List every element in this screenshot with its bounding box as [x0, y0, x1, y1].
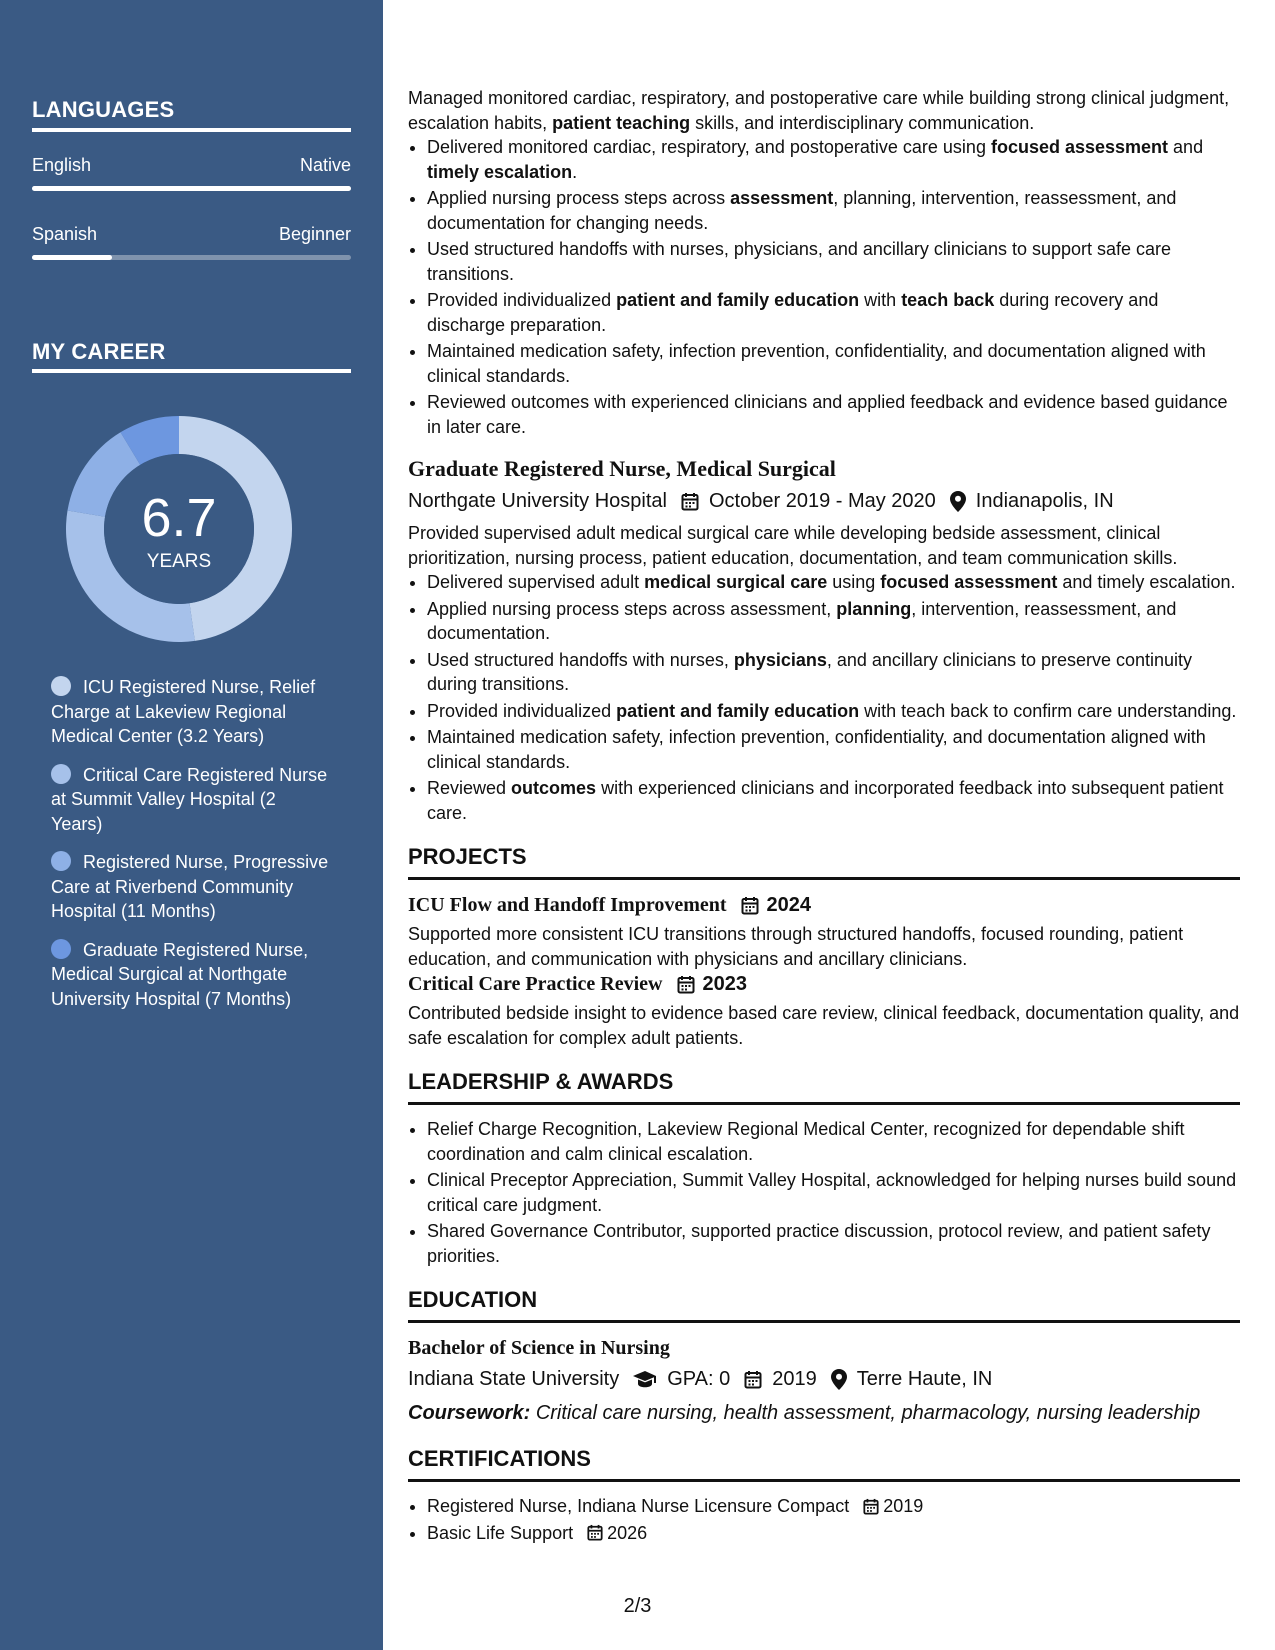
certification-item: [427, 1521, 1240, 1546]
calendar-icon: [677, 975, 695, 994]
coursework-label: Coursework:: [408, 1402, 531, 1424]
languages-heading: LANGUAGES: [32, 97, 175, 122]
job2-employer: Northgate University Hospital: [408, 490, 667, 512]
graduation-year: 2019: [772, 1368, 817, 1390]
career-heading-rule: [32, 369, 351, 373]
language-proficiency-fill: [32, 255, 112, 260]
job1-summary: Managed monitored cardiac, respiratory, and postoperative care while building strong clinical judgment, escalation habits, patient teaching skills, and interdisciplinary communication.: [408, 88, 1230, 133]
bullet-item: • Used structured handoffs with nurses, physicians, and ancillary clinicians to preserve continuity during transitions.: [427, 648, 1240, 697]
legend-dot-icon: [51, 851, 71, 871]
bullet-item: • Used structured handoffs with nurses, physicians, and ancillary clinicians to support safe care transitions.: [427, 237, 1240, 286]
bullet-item: • Reviewed outcomes with experienced clinicians and applied feedback and evidence based guidance in later care.: [427, 390, 1240, 439]
certification-item: [427, 1494, 1240, 1519]
language-proficiency-bar: [32, 255, 351, 260]
bullet-item: • Applied nursing process steps across assessment, planning, intervention, reassessment, and documentation for changing needs.: [427, 186, 1240, 235]
calendar-icon: [741, 896, 759, 915]
certifications-list: [408, 1494, 1240, 1545]
bullet-item: • Delivered supervised adult medical surgical care using focused assessment and timely escalation.: [427, 570, 1240, 595]
coursework: [408, 1399, 1240, 1427]
job2-title: Graduate Registered Nurse, Medical Surgical: [408, 456, 836, 481]
certifications-heading: CERTIFICATIONS: [408, 1445, 1240, 1482]
languages-heading-rule: [32, 128, 351, 132]
leadership-item: • Shared Governance Contributor, supported practice discussion, protocol review, and patient safety priorities.: [427, 1219, 1240, 1268]
main-content: [408, 86, 1240, 1549]
language-level: Native: [299, 155, 351, 175]
career-legend: [51, 675, 331, 1025]
gpa: GPA: 0: [667, 1368, 731, 1390]
certification-name: • Registered Nurse, Indiana Nurse Licensure Compact: [427, 1496, 850, 1516]
language-name: English: [32, 155, 92, 175]
project-title-row: [408, 892, 1240, 918]
project-title: Critical Care Practice Review: [408, 973, 663, 995]
project-year: 2023: [702, 973, 748, 995]
page-number: 2/3: [623, 1595, 652, 1617]
job1-bullets: [408, 135, 1240, 439]
calendar-icon: [744, 1370, 762, 1389]
coursework-text: Critical care nursing, health assessment, pharmacology, nursing leadership: [535, 1402, 1201, 1424]
language-proficiency-bar: [32, 186, 351, 191]
legend-dot-icon: [51, 676, 71, 696]
job2-dates: October 2019 - May 2020: [709, 490, 936, 512]
location-pin-icon: [950, 491, 966, 512]
bullet-item: • Provided individualized patient and family education with teach back to confirm care understanding.: [427, 699, 1240, 724]
leadership-item: • Relief Charge Recognition, Lakeview Regional Medical Center, recognized for dependable shift coordination and calm clinical escalation.: [427, 1117, 1240, 1166]
leadership-heading: LEADERSHIP & AWARDS: [408, 1068, 1240, 1105]
calendar-icon: [863, 1498, 879, 1515]
career-total-label: YEARS: [146, 551, 212, 572]
calendar-icon: [681, 492, 699, 511]
project-title: ICU Flow and Handoff Improvement: [408, 894, 727, 916]
career-legend-text: Graduate Registered Nurse, Medical Surgical at Northgate University Hospital (7 Months): [51, 939, 309, 1009]
legend-dot-icon: [51, 764, 71, 784]
project-title-row: [408, 971, 1240, 997]
degree-title: Bachelor of Science in Nursing: [408, 1337, 670, 1359]
legend-dot-icon: [51, 939, 71, 959]
bullet-item: • Provided individualized patient and family education with teach back during recovery and discharge preparation.: [427, 288, 1240, 337]
bullet-item: • Delivered monitored cardiac, respiratory, and postoperative care using focused assessment and timely escalation.: [427, 135, 1240, 184]
bullet-item: • Reviewed outcomes with experienced clinicians and incorporated feedback into subsequent patient care.: [427, 776, 1240, 825]
location-pin-icon: [831, 1369, 847, 1390]
calendar-icon: [587, 1524, 603, 1541]
career-legend-text: ICU Registered Nurse, Relief Charge at Lakeview Regional Medical Center (3.2 Years): [51, 677, 316, 746]
language-name: Spanish: [32, 224, 98, 244]
language-proficiency-fill: [32, 186, 351, 191]
career-legend-text: Registered Nurse, Progressive Care at Riverbend Community Hospital (11 Months): [51, 852, 329, 921]
education-meta: [408, 1365, 1240, 1393]
leadership-item: • Clinical Preceptor Appreciation, Summit Valley Hospital, acknowledged for helping nurses build sound critical care judgment.: [427, 1168, 1240, 1217]
education-heading: EDUCATION: [408, 1286, 1240, 1323]
project-description: Supported more consistent ICU transitions through structured handoffs, focused rounding, patient education, and communication with physicians and ancillary clinicians.: [408, 924, 1184, 969]
job2-bullets: [408, 570, 1240, 825]
project-year: 2024: [766, 894, 812, 916]
certification-year: 2019: [883, 1496, 924, 1516]
school-name: Indiana State University: [408, 1368, 620, 1390]
career-total-years: 6.7: [141, 488, 217, 548]
language-level: Beginner: [278, 224, 351, 244]
career-legend-text: Critical Care Registered Nurse at Summit Valley Hospital (2 Years): [51, 764, 328, 834]
bullet-item: • Maintained medication safety, infection prevention, confidentiality, and documentation aligned with clinical standards.: [427, 725, 1240, 774]
leadership-list: [408, 1117, 1240, 1268]
bullet-item: • Applied nursing process steps across assessment, planning, intervention, reassessment, and documentation.: [427, 597, 1240, 646]
graduation-cap-icon: [633, 1370, 657, 1388]
projects-heading: PROJECTS: [408, 843, 1240, 880]
bullet-item: • Maintained medication safety, infection prevention, confidentiality, and documentation aligned with clinical standards.: [427, 339, 1240, 388]
job2-location: Indianapolis, IN: [975, 490, 1114, 512]
career-legend-item: [51, 675, 331, 749]
school-location: Terre Haute, IN: [856, 1368, 993, 1390]
career-legend-item: [51, 763, 331, 837]
job2-meta: [408, 487, 1240, 515]
certification-name: • Basic Life Support: [427, 1522, 574, 1543]
project-description: Contributed bedside insight to evidence based care review, clinical feedback, documentation quality, and safe escalation for complex adult patients.: [408, 1003, 1240, 1048]
career-legend-item: [51, 938, 331, 1012]
career-heading: MY CAREER: [32, 339, 166, 364]
sidebar: [0, 0, 383, 1650]
certification-year: 2026: [607, 1522, 648, 1543]
job2-summary: Provided supervised adult medical surgical care while developing bedside assessment, clinical prioritization, nursing process, patient education, documentation, and team communication skills.: [408, 523, 1178, 568]
career-legend-item: [51, 850, 331, 924]
